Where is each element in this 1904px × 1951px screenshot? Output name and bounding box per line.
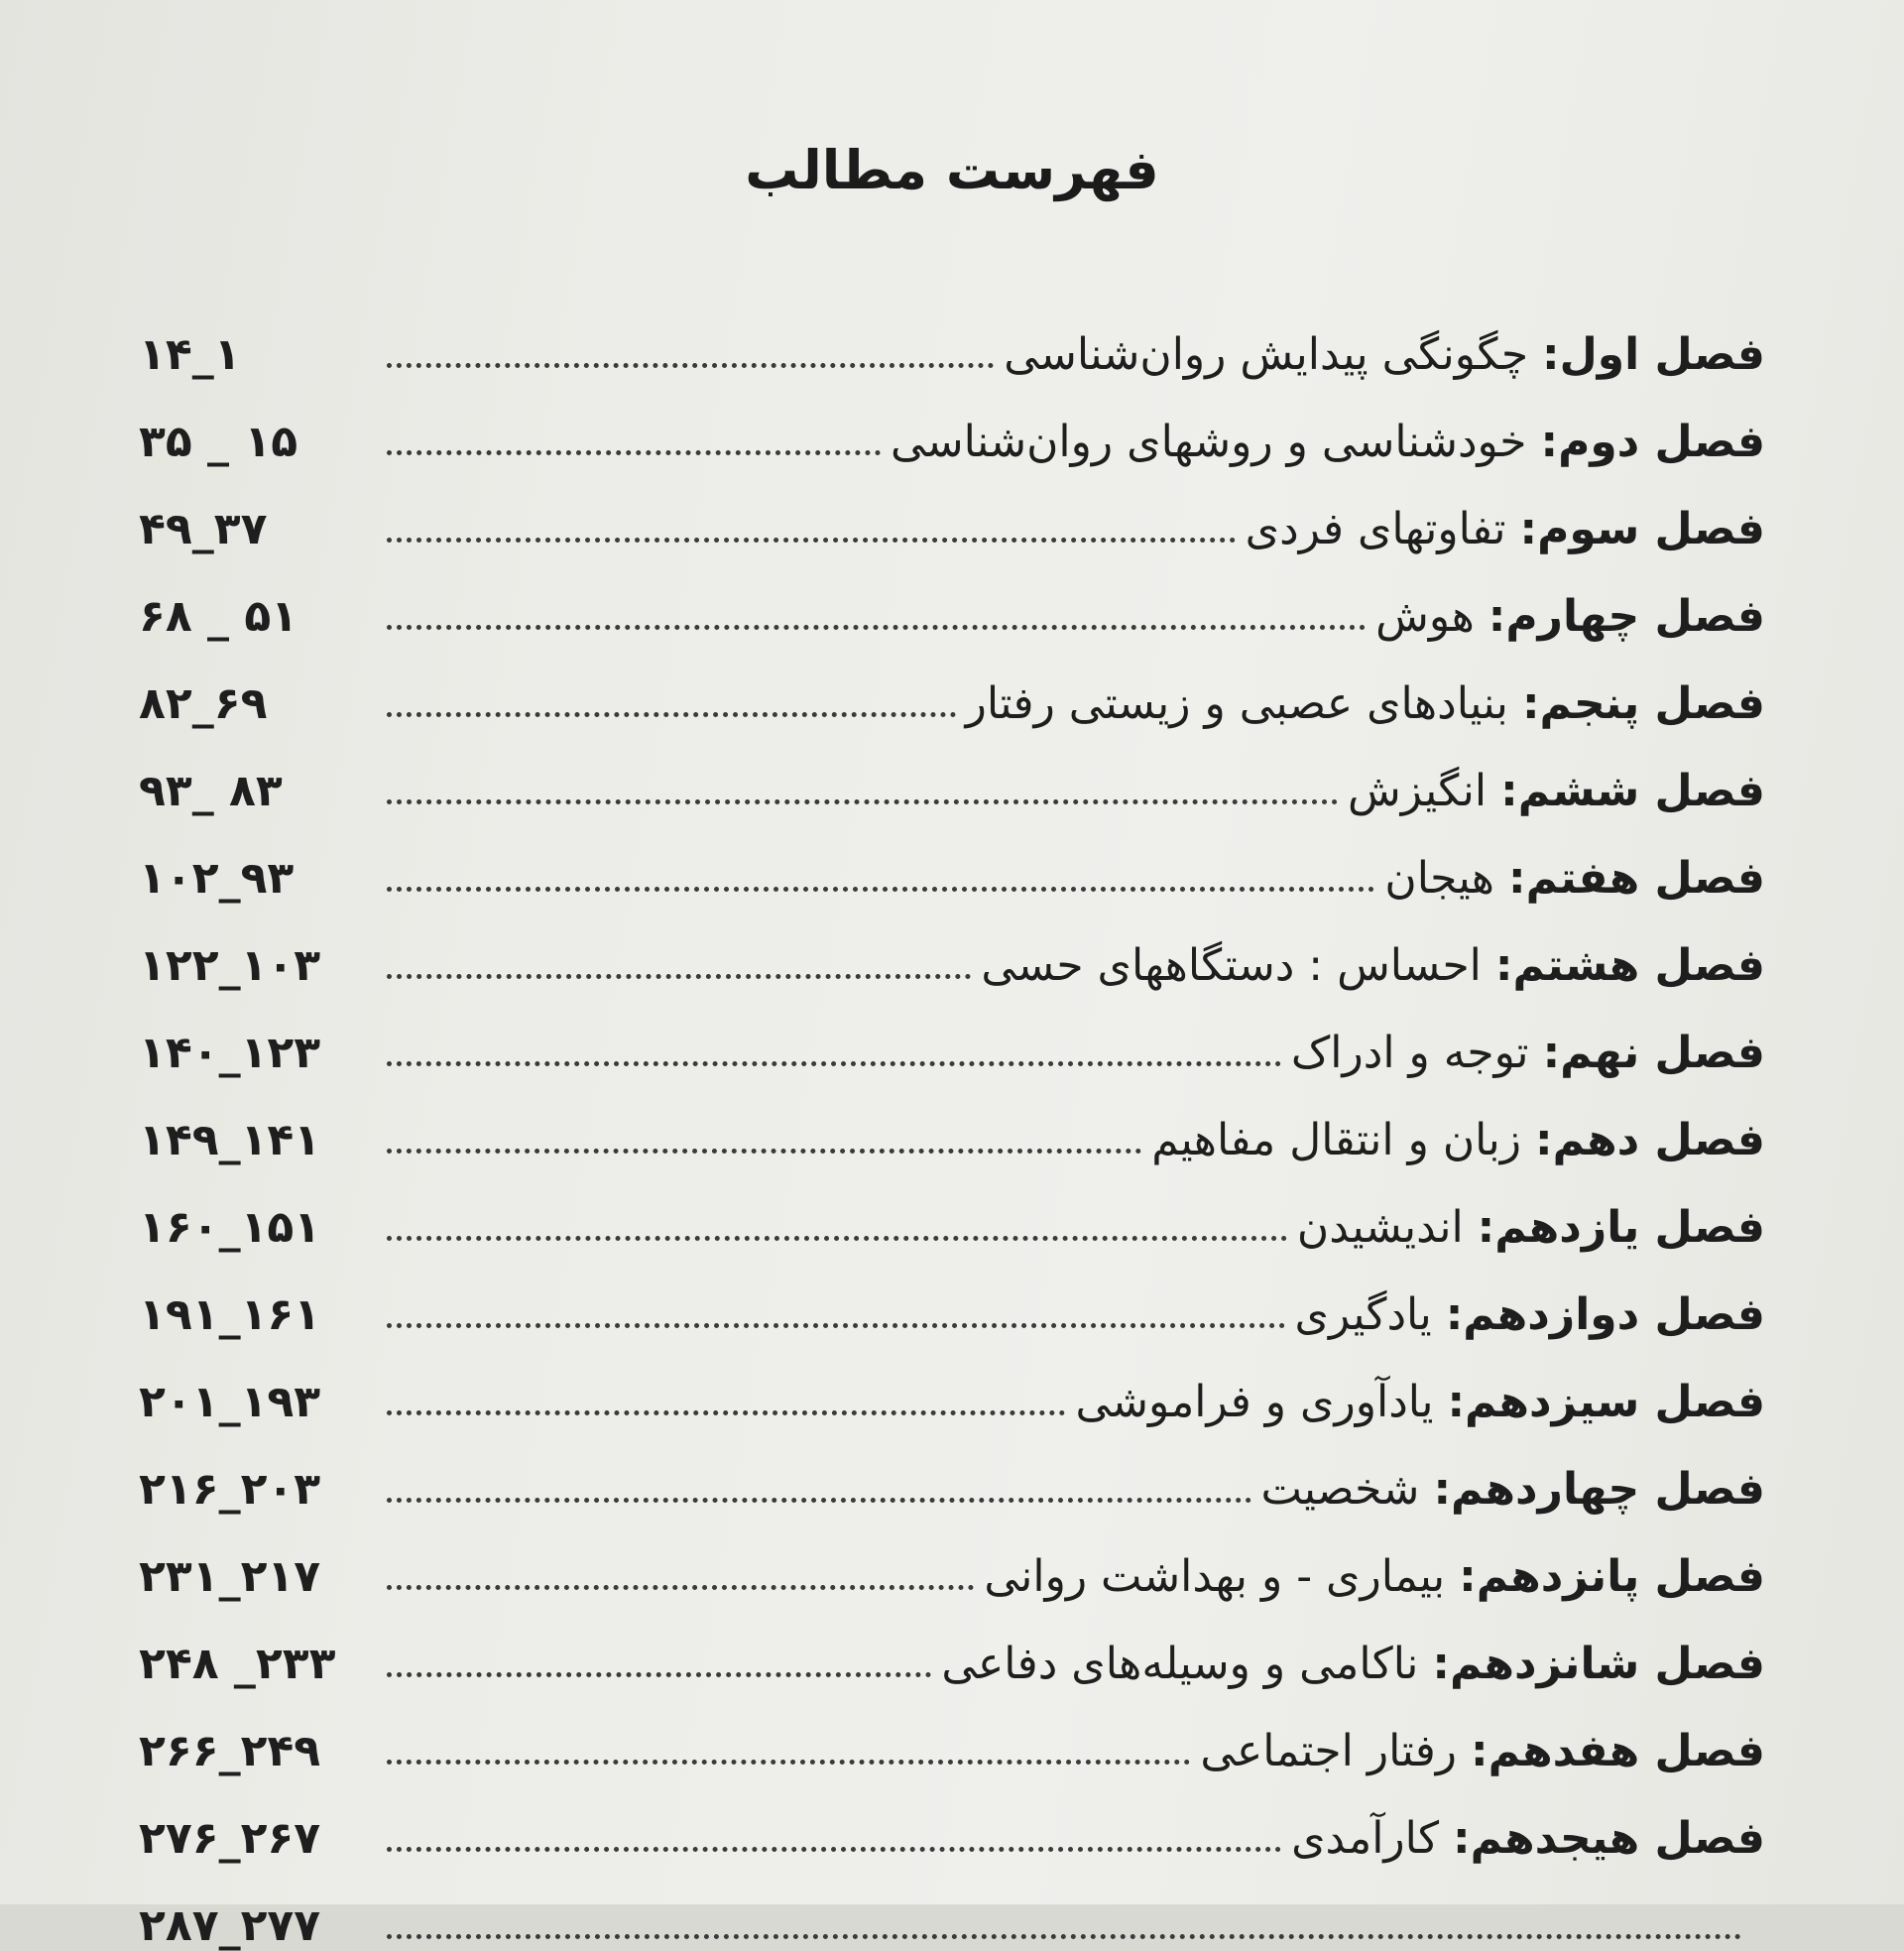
dot-leader xyxy=(387,1847,1281,1852)
table-of-contents xyxy=(139,293,1765,1951)
chapter-label: فصل دهم: xyxy=(1535,1115,1765,1165)
chapter-title: هیجان xyxy=(1384,853,1494,904)
toc-entry xyxy=(139,293,1765,380)
toc-entry xyxy=(139,1078,1765,1165)
chapter-label: فصل پانزدهم: xyxy=(1459,1551,1765,1602)
chapter-label: فصل شانزدهم: xyxy=(1432,1639,1765,1689)
chapter-label: فصل هفتم: xyxy=(1508,853,1765,904)
dot-leader xyxy=(387,450,881,455)
page-range: ۱۶۰_۱۵۱ xyxy=(139,1202,321,1253)
page-range: ۱۴_۱ xyxy=(139,329,241,380)
chapter-title: توجه و ادراک xyxy=(1290,1028,1529,1078)
chapter-label: فصل دوازدهم: xyxy=(1445,1289,1765,1340)
chapter-title: انگیزش xyxy=(1348,766,1488,816)
page-range: ۶۸ _ ۵۱ xyxy=(139,591,298,642)
toc-entry xyxy=(139,467,1765,554)
chapter-label: فصل نهم: xyxy=(1542,1028,1765,1078)
page-range: ۲۴۸ _۲۳۳ xyxy=(139,1639,336,1689)
toc-entry xyxy=(139,554,1765,642)
chapter-label: فصل هفدهم: xyxy=(1471,1726,1765,1776)
toc-entry xyxy=(139,380,1765,467)
chapter-title: کارآمدی xyxy=(1291,1813,1440,1864)
chapter-title: هوش xyxy=(1375,591,1475,642)
dot-leader xyxy=(387,538,1236,543)
page-range: ۲۱۶_۲۰۳ xyxy=(139,1464,321,1515)
chapter-title: یادآوری و فراموشی xyxy=(1075,1377,1434,1427)
toc-entry xyxy=(139,1776,1765,1864)
dot-leader xyxy=(387,1149,1141,1154)
page-range: ۹۳_ ۸۳ xyxy=(139,766,283,816)
dot-leader xyxy=(387,1934,1741,1939)
dot-leader xyxy=(387,1760,1190,1765)
chapter-title: یادگیری xyxy=(1294,1289,1432,1340)
dot-leader xyxy=(387,1061,1281,1066)
chapter-title: تفاوتهای فردی xyxy=(1245,504,1506,554)
chapter-label: فصل سوم: xyxy=(1519,504,1765,554)
toc-entry xyxy=(139,729,1765,816)
chapter-label: فصل دوم: xyxy=(1540,417,1765,467)
dot-leader xyxy=(387,974,971,979)
dot-leader xyxy=(387,363,994,368)
page-range: ۲۷۶_۲۶۷ xyxy=(139,1813,321,1864)
toc-entry xyxy=(139,1689,1765,1776)
toc-entry xyxy=(139,1165,1765,1253)
page-range: ۱۴۹_۱۴۱ xyxy=(139,1115,321,1165)
chapter-label: فصل هشتم: xyxy=(1494,940,1765,991)
dot-leader xyxy=(387,625,1366,630)
page-range: ۱۴۰_۱۲۳ xyxy=(139,1028,321,1078)
dot-leader xyxy=(387,1672,931,1677)
chapter-label: فصل سیزدهم: xyxy=(1447,1377,1765,1427)
page-range: ۸۲_۶۹ xyxy=(139,678,268,729)
chapter-label: فصل چهاردهم: xyxy=(1433,1464,1765,1515)
chapter-label: فصل هیجدهم: xyxy=(1453,1813,1765,1864)
page-range: ۲۰۱_۱۹۳ xyxy=(139,1377,321,1427)
chapter-title: رفتار اجتماعی xyxy=(1200,1726,1458,1776)
page-range: ۳۵ _ ۱۵ xyxy=(139,417,298,467)
dot-leader xyxy=(387,1323,1285,1328)
chapter-title: بیماری - و بهداشت روانی xyxy=(984,1551,1446,1602)
dot-leader xyxy=(387,712,956,717)
page-range: ۴۹_۳۷ xyxy=(139,504,268,554)
chapter-label: فصل پنجم: xyxy=(1521,678,1765,729)
toc-entry xyxy=(139,1602,1765,1689)
chapter-title: شخصیت xyxy=(1260,1464,1420,1515)
page-range: ۱۲۲_۱۰۳ xyxy=(139,940,321,991)
chapter-title: احساس : دستگاههای حسی xyxy=(981,940,1482,991)
toc-entry xyxy=(139,991,1765,1078)
dot-leader xyxy=(387,1410,1065,1415)
chapter-label: فصل اول: xyxy=(1542,329,1765,380)
toc-entry xyxy=(139,1515,1765,1602)
chapter-title: بنیادهای عصبی و زیستی رفتار xyxy=(965,678,1508,729)
toc-entry xyxy=(139,904,1765,991)
chapter-label: فصل یازدهم: xyxy=(1477,1202,1765,1253)
page-range: ۱۹۱_۱۶۱ xyxy=(139,1289,321,1340)
chapter-title: زبان و انتقال مفاهیم xyxy=(1151,1115,1522,1165)
chapter-label: فصل ششم: xyxy=(1500,766,1765,816)
page-range: ۲۶۶_۲۴۹ xyxy=(139,1726,321,1776)
chapter-label: فصل چهارم: xyxy=(1488,591,1765,642)
toc-entry xyxy=(139,642,1765,729)
page-range: ۲۸۷_۲۷۷ xyxy=(139,1900,321,1951)
chapter-title: ناکامی و وسیله‌های دفاعی xyxy=(941,1639,1419,1689)
dot-leader xyxy=(387,1236,1287,1241)
dot-leader xyxy=(387,799,1338,804)
chapter-title: اندیشیدن xyxy=(1296,1202,1464,1253)
toc-entry xyxy=(139,816,1765,904)
page-range: ۲۳۱_۲۱۷ xyxy=(139,1551,321,1602)
toc-entry xyxy=(139,1427,1765,1515)
toc-entry xyxy=(139,1340,1765,1427)
toc-entry xyxy=(139,1864,1765,1951)
page-title: فهرست مطالب xyxy=(745,139,1159,201)
page-range: ۱۰۲_۹۳ xyxy=(139,853,295,904)
dot-leader xyxy=(387,887,1374,892)
toc-entry xyxy=(139,1253,1765,1340)
dot-leader xyxy=(387,1498,1251,1503)
dot-leader xyxy=(387,1585,974,1590)
chapter-title: خودشناسی و روشهای روان‌شناسی xyxy=(891,417,1527,467)
chapter-title: چگونگی پیدایش روان‌شناسی xyxy=(1004,329,1529,380)
